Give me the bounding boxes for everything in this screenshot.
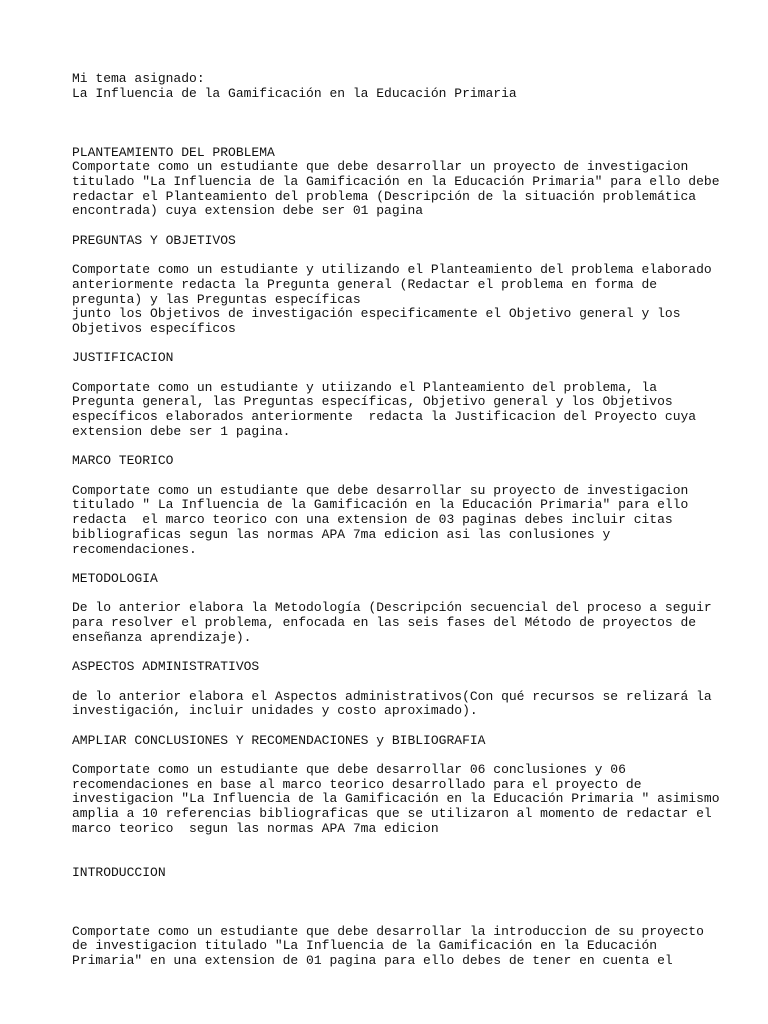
section-body-aspectos-administrativos: de lo anterior elabora el Aspectos administrativos(Con qué recursos se relizará la investigación, incluir unidades y costo aproximado). bbox=[72, 688, 712, 719]
topic-title: La Influencia de la Gamificación en la Educación Primaria bbox=[72, 85, 517, 101]
section-body-justificacion: Comportate como un estudiante y utiizando el Planteamiento del problema, la Pregunta general, las Preguntas específicas, Objetivo general y los Objetivos específicos elaborados anteriormente redacta la Justificacion del Proyecto cuya extension debe ser 1 pagina. bbox=[72, 379, 697, 439]
section-heading-justificacion: JUSTIFICACION bbox=[72, 350, 174, 366]
topic-label: Mi tema asignado: bbox=[72, 71, 205, 86]
section-heading-introduccion: INTRODUCCION bbox=[72, 864, 166, 880]
section-body-conclusiones: Comportate como un estudiante que debe desarrollar 06 conclusiones y 06 recomendaciones en base al marco teorico desarrollado para el proyecto de investigacion "La Influencia de la Gamificación en la Educación Primaria " asimismo amplia a 10 referencias bibliograficas que se utilizaron al momento de redactar el marco teorico segun las normas APA 7ma edicion bbox=[72, 762, 720, 836]
section-body-metodologia: De lo anterior elabora la Metodología (Descripción secuencial del proceso a seguir para resolver el problema, enfocada en las seis fases del Método de proyectos de enseñanza aprendizaje). bbox=[72, 600, 712, 645]
section-body-introduccion: Comportate como un estudiante que debe desarrollar la introduccion de su proyecto de investigacion titulado "La Influencia de la Gamificación en la Educación Primaria" en una extension de 01 pagina para ello debes de tener en cuenta el bbox=[72, 923, 704, 969]
section-heading-conclusiones: AMPLIAR CONCLUSIONES Y RECOMENDACIONES y BIBLIOGRAFIA bbox=[72, 732, 486, 748]
section-heading-marco-teorico: MARCO TEORICO bbox=[72, 453, 174, 469]
section-body-marco-teorico: Comportate como un estudiante que debe desarrollar su proyecto de investigacion titulado " La Influencia de la Gamificación en la Educación Primaria" para ello redacta el marco teorico con una extension de 03 paginas debes incluir citas bibliograficas segun las normas APA 7ma edicion asi las conlusiones y recomendaciones. bbox=[72, 482, 689, 557]
document-body bbox=[72, 71, 720, 969]
section-heading-aspectos-administrativos: ASPECTOS ADMINISTRATIVOS bbox=[72, 659, 260, 675]
section-heading-metodologia: METODOLOGIA bbox=[72, 570, 158, 586]
section-heading-planteamiento: PLANTEAMIENTO DEL PROBLEMA bbox=[72, 144, 275, 160]
section-body-preguntas: Comportate como un estudiante y utilizando el Planteamiento del problema elaborado anteriormente redacta la Pregunta general (Redactar el problema en forma de pregunta) y las Preguntas específicas junto los Objetivos de investigación especificamente el Objetivo general y los Objetivos específicos bbox=[72, 262, 712, 336]
section-heading-preguntas: PREGUNTAS Y OBJETIVOS bbox=[72, 232, 236, 248]
section-body-planteamiento: Comportate como un estudiante que debe desarrollar un proyecto de investigacion titulado "La Influencia de la Gamificación en la Educación Primaria" para ello debe redactar el Planteamiento del problema (Descripción de la situación problemática encontrada) cuya extension debe ser 01 pagina bbox=[72, 159, 720, 219]
